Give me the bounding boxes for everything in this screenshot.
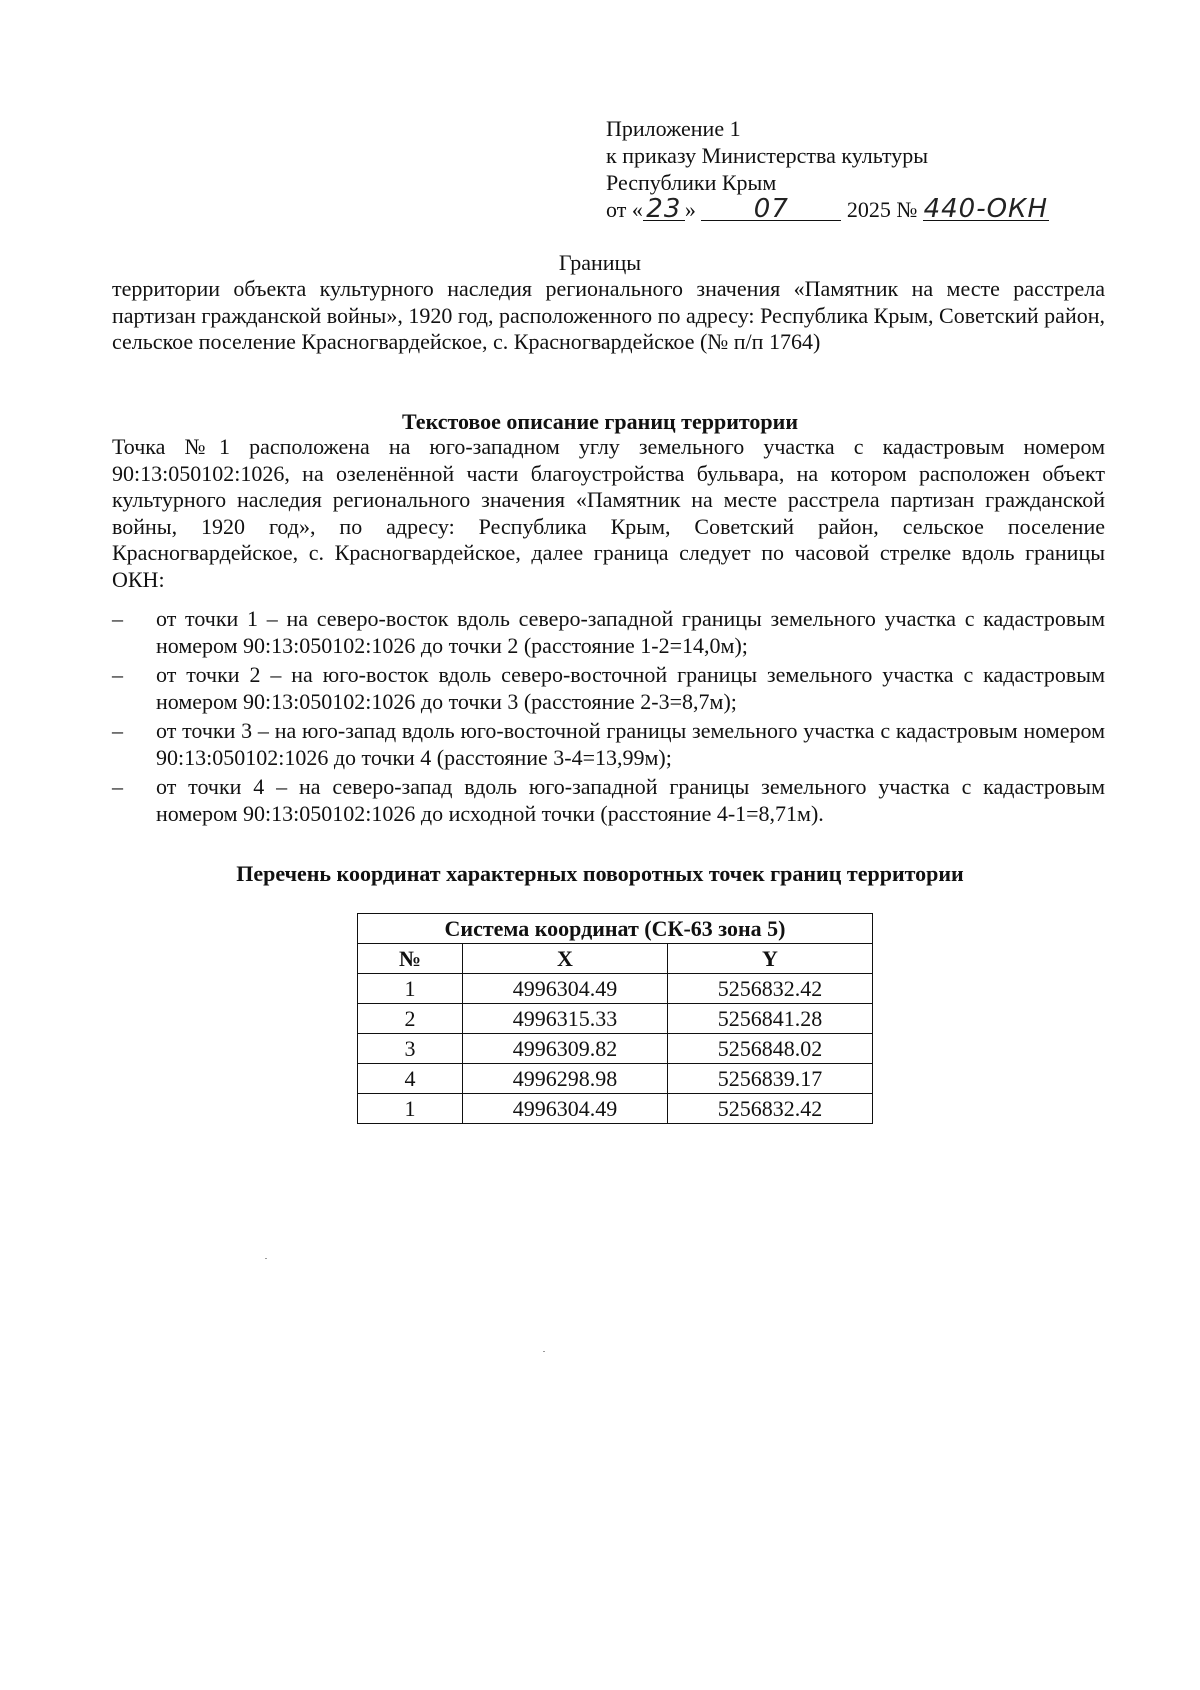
list-item-text: от точки 2 – на юго-восток вдоль северо-восточной границы земельного участка с кадастровым номером 90:13:050102:1026 до точки 3 (расстояние 2-3=8,7м); [156,662,1105,714]
dash-marker: – [112,774,123,799]
date-prefix: от « [606,197,643,222]
date-month-handwritten: 07 [701,198,841,221]
table-row [358,974,873,1004]
order-number-handwritten: 440-ОКН [923,194,1049,224]
cell-y: 5256841.28 [668,1004,873,1034]
table-header-row [358,944,873,974]
table-caption-row [358,914,873,944]
appendix-line-1: Приложение 1 [606,116,741,141]
cell-x: 4996309.82 [463,1034,668,1064]
list-item [112,773,1105,827]
cell-number: 4 [358,1064,463,1094]
cell-y: 5256839.17 [668,1064,873,1094]
table-row [358,1004,873,1034]
table-row [358,1034,873,1064]
appendix-header [606,115,1049,223]
header-x: X [463,944,668,974]
coordinates-table [357,913,873,1124]
section-title-coordinates: Перечень координат характерных поворотных точек границ территории [236,861,964,886]
dash-marker: – [112,662,123,687]
date-mid: » [684,197,696,222]
boundary-list [112,605,1105,829]
cell-number: 2 [358,1004,463,1034]
table-row [358,1094,873,1124]
cell-number: 3 [358,1034,463,1064]
appendix-date-line [606,196,1049,223]
list-item [112,717,1105,771]
section-title-description: Текстовое описание границ территории [401,409,799,434]
cell-number: 1 [358,974,463,1004]
cell-x: 4996298.98 [463,1064,668,1094]
description-paragraph: Точка №1 расположена на юго-западном углу земельного участка с кадастровым номером 90:13:050102:1026, на озеленённой части благоустройства бульвара, на котором расположен объект культурного наследия регионального значения «Памятник на месте расстрела партизан гражданской войны, 1920 год», по адресу: Республика Крым, Советский район, сельское поселение Красногвардейское, с. Красногвардейское, далее граница следует по часовой стрелке вдоль границы ОКН: [112,434,1105,592]
header-y: Y [668,944,873,974]
table-caption: Система координат (СК-63 зона 5) [358,914,873,944]
dash-marker: – [112,718,123,743]
list-item [112,605,1105,659]
document-title: Границы [558,250,642,275]
date-day-handwritten: 23 [643,198,685,221]
list-item-text: от точки 3 – на юго-запад вдоль юго-восточной границы земельного участка с кадастровым номером 90:13:050102:1026 до точки 4 (расстояние 3-4=13,99м); [156,718,1105,770]
appendix-line-3: Республики Крым [606,170,777,195]
dash-marker: – [112,606,123,631]
scan-speck [265,1258,267,1259]
cell-y: 5256832.42 [668,1094,873,1124]
header-number: № [358,944,463,974]
list-item-text: от точки 4 – на северо-запад вдоль юго-западной границы земельного участка с кадастровым номером 90:13:050102:1026 до исходной точки (расстояние 4-1=8,71м). [156,774,1105,826]
scan-speck [543,1351,545,1352]
cell-x: 4996304.49 [463,1094,668,1124]
cell-number: 1 [358,1094,463,1124]
intro-paragraph: территории объекта культурного наследия регионального значения «Памятник на месте расстрела партизан гражданской войны», 1920 год, расположенного по адресу: Республика Крым, Советский район, сельское поселение Красногвардейское, с. Красногвардейское (№ п/п 1764) [112,276,1105,354]
cell-y: 5256832.42 [668,974,873,1004]
cell-y: 5256848.02 [668,1034,873,1064]
year-label: 2025 № [846,197,918,222]
cell-x: 4996315.33 [463,1004,668,1034]
cell-x: 4996304.49 [463,974,668,1004]
list-item-text: от точки 1 – на северо-восток вдоль северо-западной границы земельного участка с кадастровым номером 90:13:050102:1026 до точки 2 (расстояние 1-2=14,0м); [156,606,1105,658]
list-item [112,661,1105,715]
table-row [358,1064,873,1094]
appendix-line-2: к приказу Министерства культуры [606,143,929,168]
